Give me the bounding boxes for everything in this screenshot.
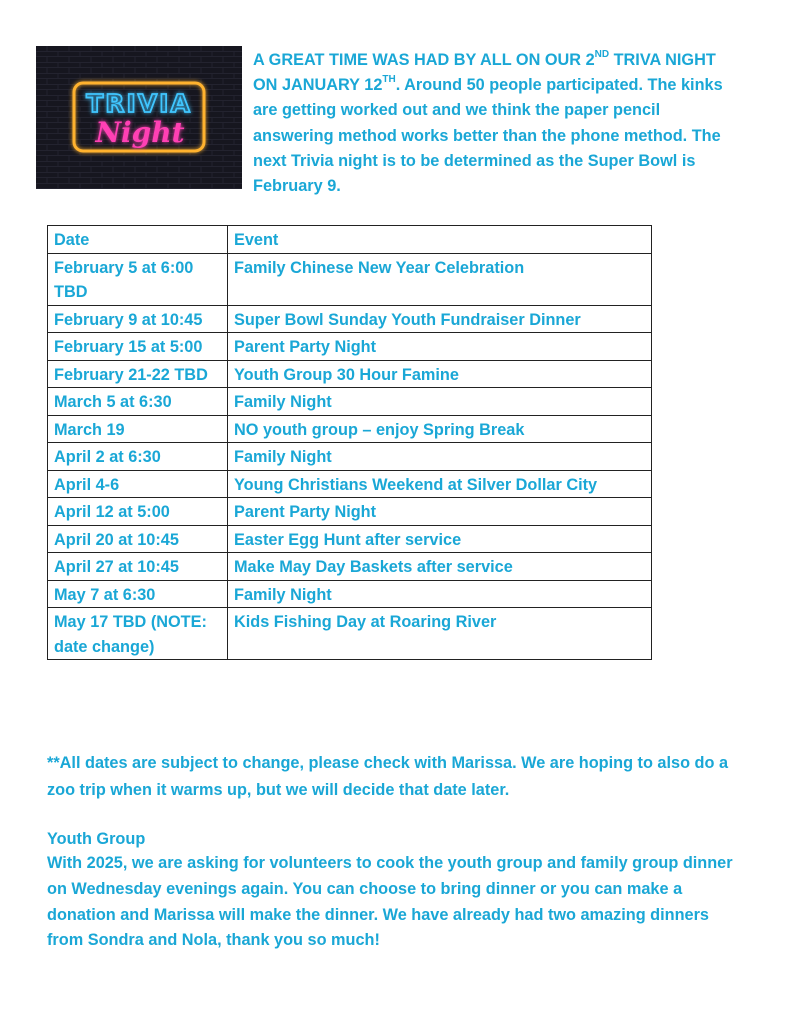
date-cell: May 7 at 6:30 <box>48 580 228 608</box>
date-cell: April 2 at 6:30 <box>48 443 228 471</box>
logo-night-text: Night <box>95 116 185 149</box>
date-column-header: Date <box>48 226 228 254</box>
intro-text-2: TRIVA NIGHT ON JANUARY 12 <box>253 51 716 95</box>
table-row <box>48 333 652 361</box>
table-row <box>48 498 652 526</box>
table-row <box>48 415 652 443</box>
event-cell: Parent Party Night <box>228 498 652 526</box>
event-cell: Family Night <box>228 388 652 416</box>
event-cell: Family Chinese New Year Celebration <box>228 253 652 305</box>
event-cell: Youth Group 30 Hour Famine <box>228 360 652 388</box>
table-header-row <box>48 226 652 254</box>
event-column-header: Event <box>228 226 652 254</box>
logo-trivia-text: TRIVIA <box>86 89 192 118</box>
table-row <box>48 470 652 498</box>
date-cell: April 4-6 <box>48 470 228 498</box>
date-cell: May 17 TBD (NOTE: date change) <box>48 608 228 660</box>
date-cell: March 19 <box>48 415 228 443</box>
event-cell: Make May Day Baskets after service <box>228 553 652 581</box>
youth-group-paragraph: With 2025, we are asking for volunteers to cook the youth group and family group dinner on Wednesday evenings again. You can choose to bring dinner or you can make a donation and Marissa will make the dinner. We have already had two amazing dinners from Sondra and Nola, thank you so much! <box>47 854 733 950</box>
date-cell: February 9 at 10:45 <box>48 305 228 333</box>
table-row <box>48 553 652 581</box>
date-cell: February 5 at 6:00 TBD <box>48 253 228 305</box>
schedule-note: **All dates are subject to change, please check with Marissa. We are hoping to also do a zoo trip when it warms up, but we will decide that date later. <box>47 754 729 799</box>
youth-group-heading: Youth Group <box>47 830 146 848</box>
event-cell: Parent Party Night <box>228 333 652 361</box>
date-cell: April 20 at 10:45 <box>48 525 228 553</box>
date-cell: March 5 at 6:30 <box>48 388 228 416</box>
date-cell: April 27 at 10:45 <box>48 553 228 581</box>
table-row <box>48 360 652 388</box>
table-row <box>48 608 652 660</box>
ordinal-superscript-1: ND <box>594 48 610 60</box>
event-cell: Easter Egg Hunt after service <box>228 525 652 553</box>
table-row <box>48 580 652 608</box>
neon-sign-graphic <box>36 46 242 189</box>
ordinal-superscript-2: TH <box>382 73 396 85</box>
event-cell: Super Bowl Sunday Youth Fundraiser Dinner <box>228 305 652 333</box>
intro-text-3: . Around 50 people participated. The kinks are getting worked out and we think the paper pencil answering method works better than the phone method. The next Trivia night is to be determined as the Super Bowl is February 9. <box>253 76 723 196</box>
intro-text-1: A GREAT TIME WAS HAD BY ALL ON OUR 2 <box>253 51 595 69</box>
table-row <box>48 525 652 553</box>
event-cell: Family Night <box>228 443 652 471</box>
table-row <box>48 443 652 471</box>
event-cell: Young Christians Weekend at Silver Dollar City <box>228 470 652 498</box>
events-table <box>47 225 652 660</box>
table-row <box>48 305 652 333</box>
table-row <box>48 388 652 416</box>
table-row <box>48 253 652 305</box>
date-cell: April 12 at 5:00 <box>48 498 228 526</box>
intro-paragraph <box>253 48 743 199</box>
event-cell: Kids Fishing Day at Roaring River <box>228 608 652 660</box>
event-cell: Family Night <box>228 580 652 608</box>
date-cell: February 15 at 5:00 <box>48 333 228 361</box>
trivia-night-logo <box>36 46 242 189</box>
date-cell: February 21-22 TBD <box>48 360 228 388</box>
event-cell: NO youth group – enjoy Spring Break <box>228 415 652 443</box>
